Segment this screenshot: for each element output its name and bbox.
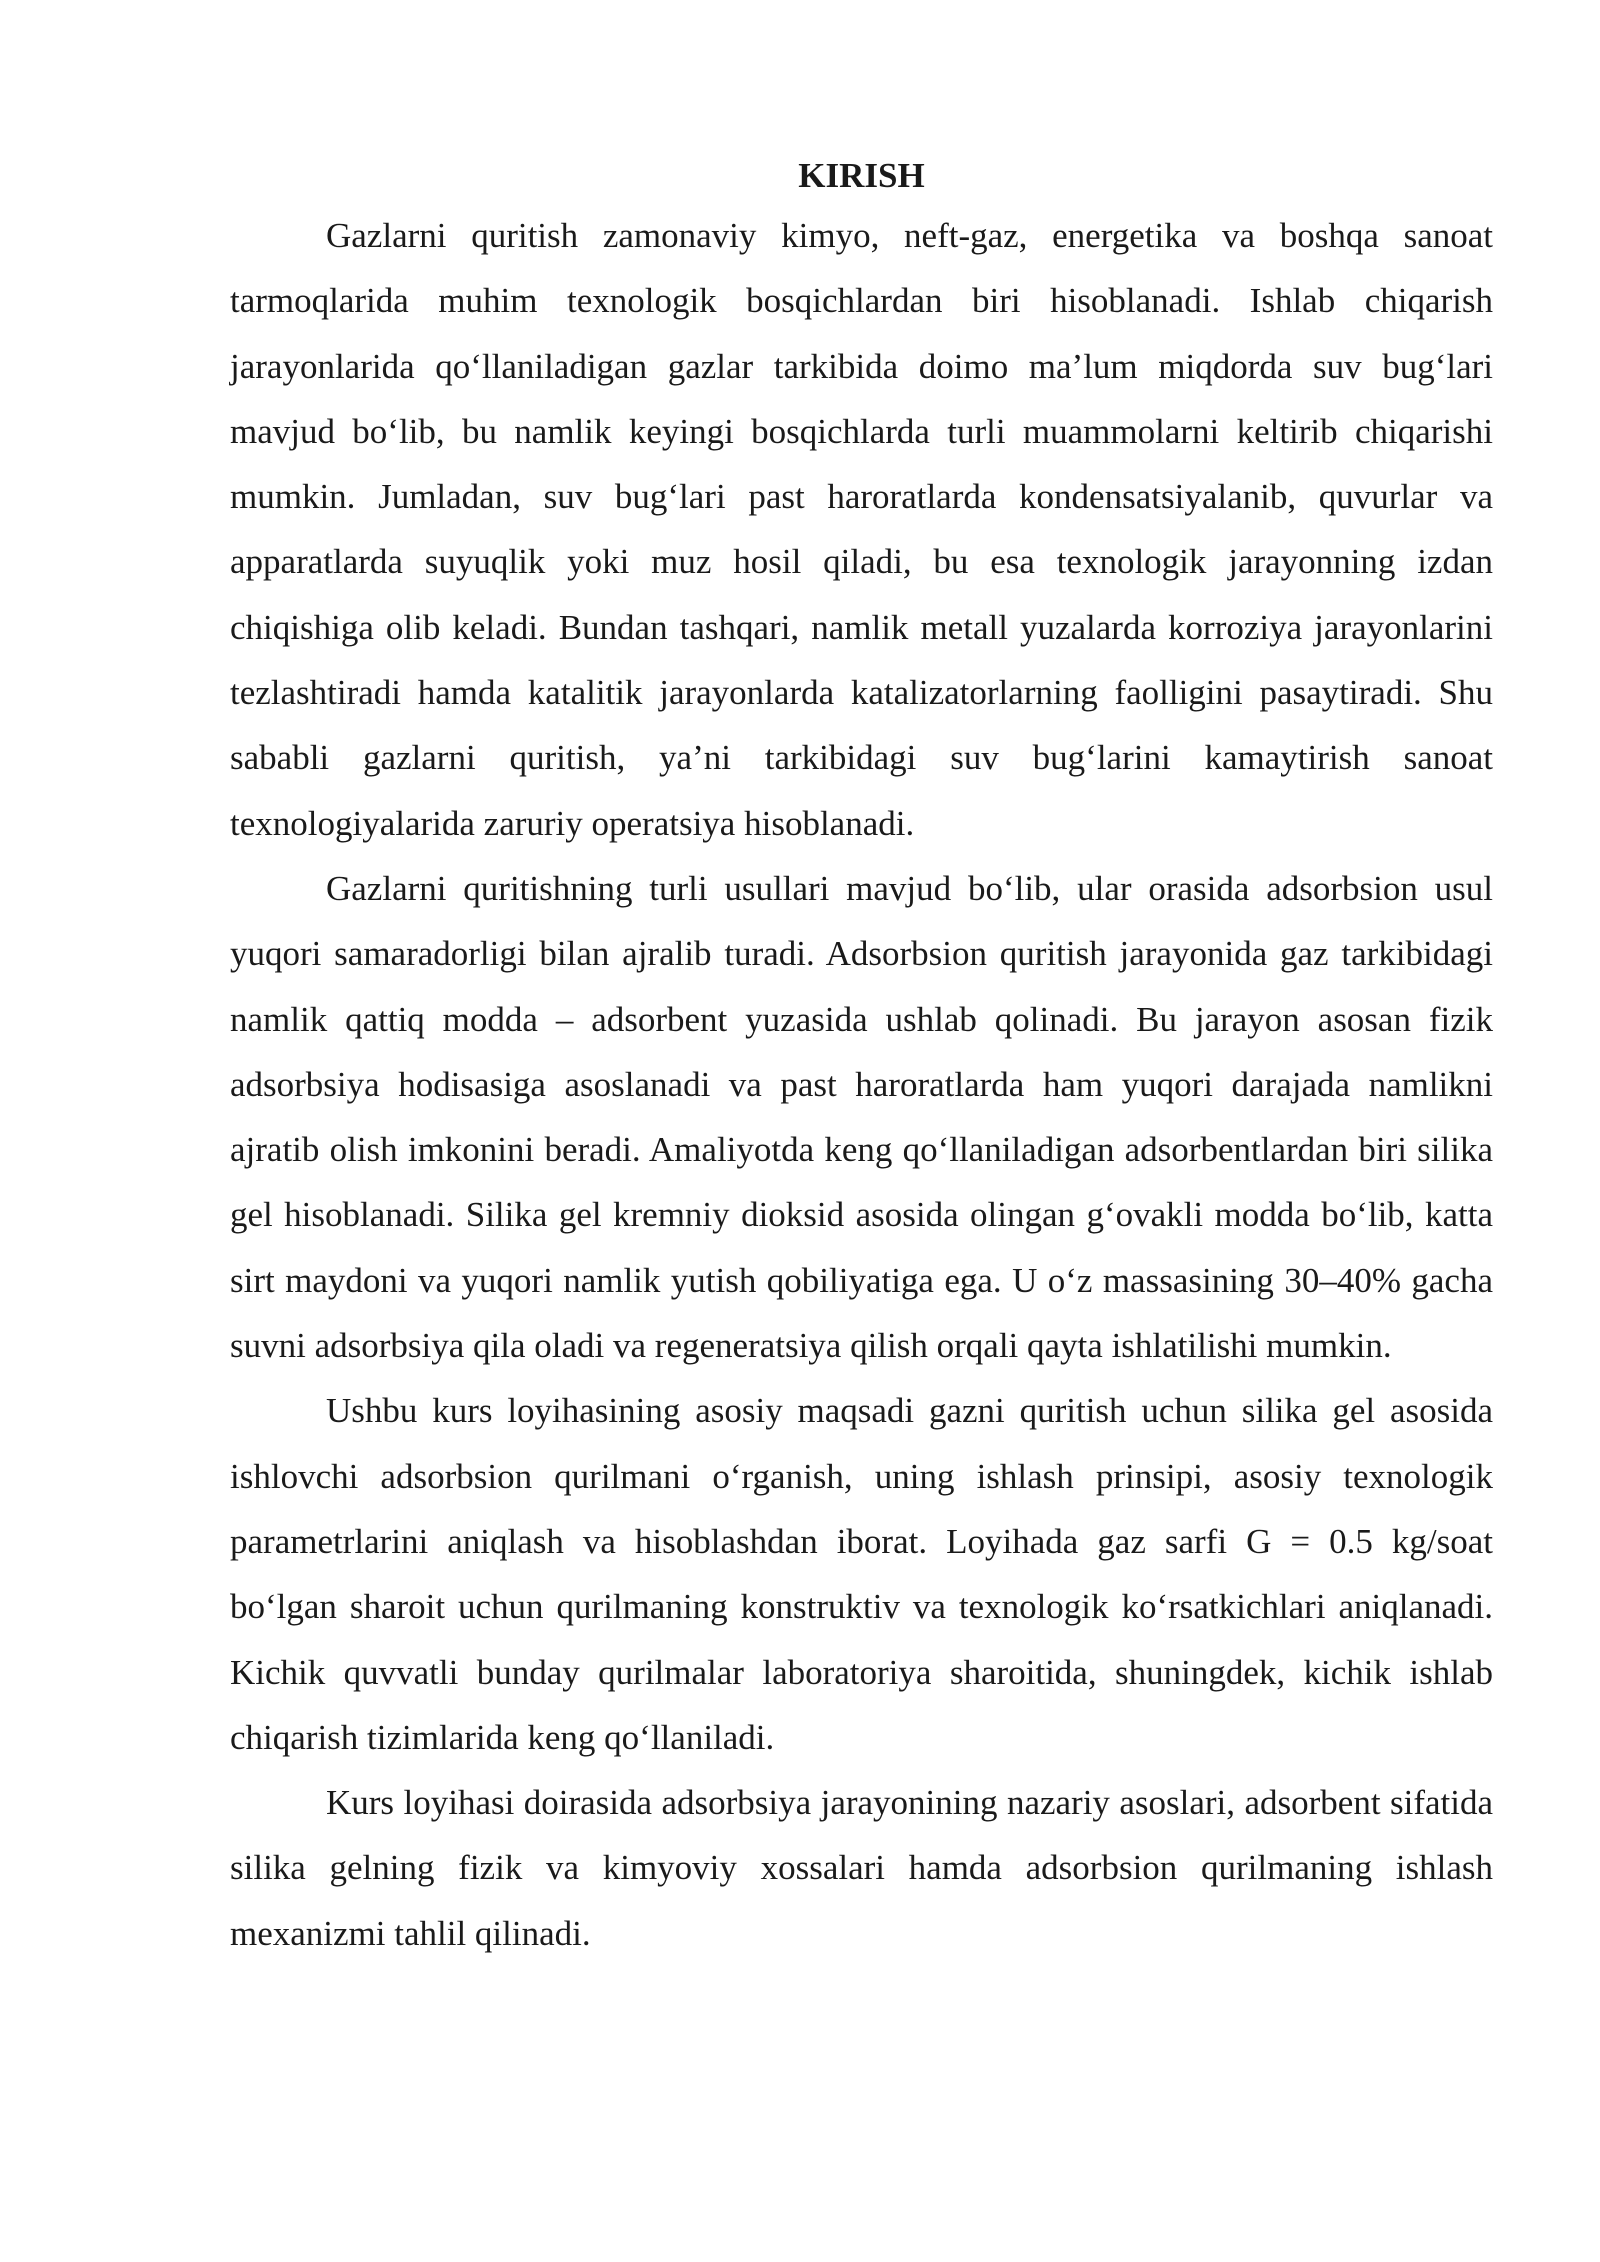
section-title: KIRISH bbox=[798, 156, 925, 195]
paragraph-project-scope: Kurs loyihasi doirasida adsorbsiya jarayonining nazariy asoslari, adsorbent sifatida silika gelning fizik va kimyoviy xossalari hamda adsorbsion qurilmaning ishlash mexanizmi tahlil qilinadi. bbox=[230, 1783, 1493, 1953]
paragraph-project-goal: Ushbu kurs loyihasining asosiy maqsadi gazni quritish uchun silika gel asosida ishlovchi adsorbsion qurilmani o‘rganish, uning ishlash prinsipi, asosiy texnologik parametrlarini aniqlash va hisoblashdan iborat. Loyihada gaz sarfi G = 0.5 kg/soat bo‘lgan sharoit uchun qurilmaning konstruktiv va texnologik ko‘rsatkichlari aniqlanadi. Kichik quvvatli bunday qurilmalar laboratoriya sharoitida, shuningdek, kichik ishlab chiqarish tizimlarida keng qo‘llaniladi. bbox=[230, 1391, 1493, 1757]
paragraph-intro: Gazlarni quritish zamonaviy kimyo, neft-gaz, energetika va boshqa sanoat tarmoqlarida muhim texnologik bosqichlardan biri hisoblanadi. Ishlab chiqarish jarayonlarida qo‘llaniladigan gazlar tarkibida doimo ma’lum miqdorda suv bug‘lari mavjud bo‘lib, bu namlik keyingi bosqichlarda turli muammolarni keltirib chiqarishi mumkin. Jumladan, suv bug‘lari past haroratlarda kondensatsiyalanib, quvurlar va apparatlarda suyuqlik yoki muz hosil qiladi, bu esa texnologik jarayonning izdan chiqishiga olib keladi. Bundan tashqari, namlik metall yuzalarda korroziya jarayonlarini tezlashtiradi hamda katalitik jarayonlarda katalizatorlarning faolligini pasaytiradi. Shu sababli gazlarni quritish, ya’ni tarkibidagi suv bug‘larini kamaytirish sanoat texnologiyalarida zaruriy operatsiya hisoblanadi. bbox=[230, 216, 1493, 843]
document-body bbox=[230, 148, 1493, 1966]
paragraph-adsorption-methods: Gazlarni quritishning turli usullari mavjud bo‘lib, ular orasida adsorbsion usul yuqori samaradorligi bilan ajralib turadi. Adsorbsion quritish jarayonida gaz tarkibidagi namlik qattiq modda – adsorbent yuzasida ushlab qolinadi. Bu jarayon asosan fizik adsorbsiya hodisasiga asoslanadi va past haroratlarda ham yuqori darajada namlikni ajratib olish imkonini beradi. Amaliyotda keng qo‘llaniladigan adsorbentlardan biri silika gel hisoblanadi. Silika gel kremniy dioksid asosida olingan g‘ovakli modda bo‘lib, katta sirt maydoni va yuqori namlik yutish qobiliyatiga ega. U o‘z massasining 30–40% gacha suvni adsorbsiya qila oladi va regeneratsiya qilish orqali qayta ishlatilishi mumkin. bbox=[230, 868, 1493, 1366]
